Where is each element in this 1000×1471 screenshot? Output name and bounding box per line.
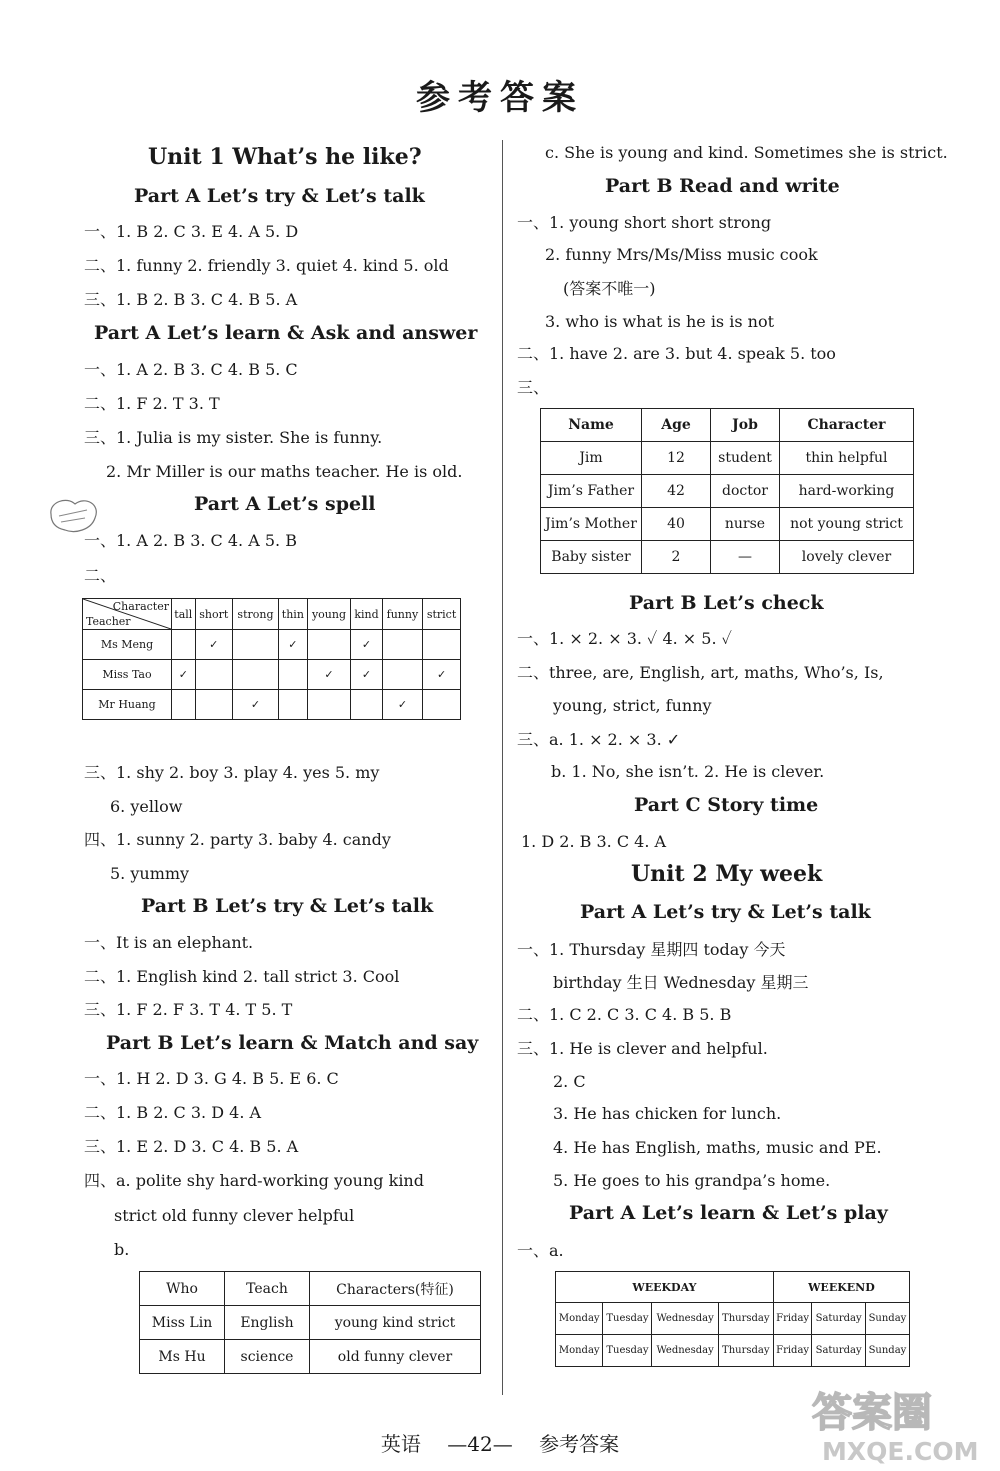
day-cell: Sunday <box>865 1303 909 1335</box>
teacher-name: Miss Tao <box>83 660 172 690</box>
answer-line: 三、1. He is clever and helpful. <box>517 1039 768 1058</box>
day-cell: Thursday <box>718 1303 773 1335</box>
col-header: tall <box>172 599 196 630</box>
table-cell: hard-working <box>780 475 914 508</box>
weekday-header: WEEKDAY <box>556 1272 774 1303</box>
table-cell: not young strict <box>780 508 914 541</box>
answer-line: 三、1. B 2. B 3. C 4. B 5. A <box>84 290 298 309</box>
answer-line: 三、1. E 2. D 3. C 4. B 5. A <box>84 1137 299 1156</box>
table-row <box>541 541 914 574</box>
stamp-icon <box>45 494 103 536</box>
unit2-title: Unit 2 My week <box>631 861 823 887</box>
table-cell: ✓ <box>382 690 422 720</box>
table-cell <box>382 660 422 690</box>
section-title: Part B Let’s check <box>629 592 824 614</box>
week-table <box>555 1271 910 1367</box>
table-row <box>140 1340 481 1374</box>
table-row <box>83 630 461 660</box>
footer-label: 参考答案 <box>539 1432 620 1456</box>
col-header: thin <box>279 599 308 630</box>
day-cell: Tuesday <box>603 1335 652 1367</box>
table-cell <box>232 630 278 660</box>
table-cell: ✓ <box>232 690 278 720</box>
unit1-title: Unit 1 What’s he like? <box>148 144 422 170</box>
table-cell: ✓ <box>423 660 461 690</box>
col-header: Name <box>541 409 642 442</box>
table-cell: thin helpful <box>780 442 914 475</box>
table-cell <box>195 690 232 720</box>
footer-subject: 英语 <box>380 1432 421 1456</box>
teacher-table <box>139 1271 481 1374</box>
answer-line: birthday 生日 Wednesday 星期三 <box>553 973 809 992</box>
section-title: Part B Let’s learn & Match and say <box>106 1032 479 1054</box>
col-header: strict <box>423 599 461 630</box>
answer-line: 6. yellow <box>110 797 183 816</box>
table-cell: Jim’s Father <box>541 475 642 508</box>
table-cell: old funny clever <box>310 1340 481 1374</box>
table-cell: Jim’s Mother <box>541 508 642 541</box>
answer-line: 三、1. shy 2. boy 3. play 4. yes 5. my <box>84 763 380 782</box>
weekend-header: WEEKEND <box>773 1272 909 1303</box>
answer-line: 一、1. × 2. × 3. ✓ 4. × 5. ✓ <box>517 629 732 648</box>
table-row <box>556 1303 910 1335</box>
table-cell <box>382 630 422 660</box>
table-cell <box>172 690 196 720</box>
answer-line: 四、a. polite shy hard-working young kind <box>84 1171 424 1190</box>
answer-line: 一、1. Thursday 星期四 today 今天 <box>517 940 786 959</box>
table-cell <box>279 660 308 690</box>
table-cell <box>195 660 232 690</box>
answer-line: 2. funny Mrs/Ms/Miss music cook <box>545 245 818 264</box>
answer-line: 四、1. sunny 2. party 3. baby 4. candy <box>84 830 391 849</box>
col-header: Characters(特征) <box>310 1272 481 1306</box>
section-title: Part A Let’s learn & Let’s play <box>569 1202 888 1224</box>
teacher-name: Ms Meng <box>83 630 172 660</box>
table-cell: student <box>711 442 780 475</box>
answer-line: 二、1. have 2. are 3. but 4. speak 5. too <box>517 344 836 363</box>
page-title: 参考答案 <box>416 78 584 118</box>
answer-line: 三、a. 1. × 2. × 3. ✓ <box>517 730 681 749</box>
table-cell: — <box>711 541 780 574</box>
answer-line: 一、a. <box>517 1241 564 1260</box>
answer-line: young, strict, funny <box>553 696 712 715</box>
answer-line: 1. D 2. B 3. C 4. A <box>521 832 667 851</box>
answer-line: 5. He goes to his grandpa’s home. <box>553 1171 831 1190</box>
table-row <box>140 1306 481 1340</box>
answer-line: 二、 <box>84 566 117 585</box>
answer-line: 5. yummy <box>110 864 190 883</box>
section-title: Part A Let’s try & Let’s talk <box>580 901 871 923</box>
section-title: Part B Read and write <box>605 175 840 197</box>
day-cell: Saturday <box>812 1303 866 1335</box>
watermark-logo <box>800 1378 995 1468</box>
section-title: Part A Let’s try & Let’s talk <box>134 185 425 207</box>
day-cell: Thursday <box>718 1335 773 1367</box>
table-cell: ✓ <box>351 630 382 660</box>
answer-line: 2. C <box>553 1072 586 1091</box>
col-header: Job <box>711 409 780 442</box>
table-cell: English <box>225 1306 310 1340</box>
table-row <box>541 442 914 475</box>
col-header: Teach <box>225 1272 310 1306</box>
page-number: —42— <box>447 1432 513 1456</box>
col-header: kind <box>351 599 382 630</box>
table-cell: 2 <box>642 541 711 574</box>
answer-line: 一、1. B 2. C 3. E 4. A 5. D <box>84 222 299 241</box>
table-cell: ✓ <box>279 630 308 660</box>
answer-line: (答案不唯一) <box>563 279 656 298</box>
day-cell: Saturday <box>812 1335 866 1367</box>
answer-line: 一、1. A 2. B 3. C 4. B 5. C <box>84 360 298 379</box>
day-cell: Monday <box>556 1303 603 1335</box>
header-teacher: Teacher <box>86 615 131 628</box>
table-cell: lovely clever <box>780 541 914 574</box>
table-cell: 12 <box>642 442 711 475</box>
day-cell: Monday <box>556 1335 603 1367</box>
table-cell: Baby sister <box>541 541 642 574</box>
section-title: Part C Story time <box>634 794 819 816</box>
answer-line: 二、1. C 2. C 3. C 4. B 5. B <box>517 1005 732 1024</box>
table-row <box>83 690 461 720</box>
day-cell: Friday <box>773 1335 812 1367</box>
table-cell: Ms Hu <box>140 1340 225 1374</box>
table-cell <box>172 630 196 660</box>
diagonal-header <box>83 599 172 630</box>
table-cell: Miss Lin <box>140 1306 225 1340</box>
col-header: strong <box>232 599 278 630</box>
answer-line: 一、It is an elephant. <box>84 933 254 952</box>
teacher-name: Mr Huang <box>83 690 172 720</box>
table-cell <box>279 690 308 720</box>
table-cell: Jim <box>541 442 642 475</box>
section-title: Part A Let’s learn & Ask and answer <box>94 322 478 344</box>
answer-line: 二、1. B 2. C 3. D 4. A <box>84 1103 262 1122</box>
table-cell: 42 <box>642 475 711 508</box>
answer-line: 一、1. H 2. D 3. G 4. B 5. E 6. C <box>84 1069 339 1088</box>
col-header: Age <box>642 409 711 442</box>
table-cell: ✓ <box>195 630 232 660</box>
day-cell: Wednesday <box>652 1303 718 1335</box>
col-header: short <box>195 599 232 630</box>
col-header: Character <box>780 409 914 442</box>
answer-line: 三、 <box>517 378 550 397</box>
table-cell <box>351 690 382 720</box>
table-row <box>541 475 914 508</box>
day-cell: Tuesday <box>603 1303 652 1335</box>
table-cell: 40 <box>642 508 711 541</box>
character-table <box>82 598 461 720</box>
family-table <box>540 408 914 574</box>
answer-line: b. <box>114 1240 130 1259</box>
answer-line: 3. who is what is he is is not <box>545 312 775 331</box>
answer-line: 2. Mr Miller is our maths teacher. He is old. <box>106 462 463 481</box>
day-cell: Sunday <box>865 1335 909 1367</box>
answer-line: 一、1. A 2. B 3. C 4. A 5. B <box>84 531 297 550</box>
answer-line: 二、1. F 2. T 3. T <box>84 394 220 413</box>
answer-line: 二、1. funny 2. friendly 3. quiet 4. kind 5. old <box>84 256 449 275</box>
day-cell: Wednesday <box>652 1335 718 1367</box>
table-cell <box>307 630 351 660</box>
table-cell: ✓ <box>307 660 351 690</box>
watermark-top-text: 答案圈 <box>812 1390 932 1436</box>
table-cell: young kind strict <box>310 1306 481 1340</box>
answer-line: 3. He has chicken for lunch. <box>553 1104 782 1123</box>
table-cell <box>232 660 278 690</box>
table-row <box>556 1335 910 1367</box>
table-cell <box>423 690 461 720</box>
table-cell <box>423 630 461 660</box>
table-cell: ✓ <box>172 660 196 690</box>
header-character: Character <box>112 600 169 613</box>
table-row <box>541 508 914 541</box>
answer-line: 三、1. Julia is my sister. She is funny. <box>84 428 383 447</box>
col-header: young <box>307 599 351 630</box>
answer-line: 一、1. young short short strong <box>517 213 772 232</box>
table-cell: science <box>225 1340 310 1374</box>
answer-line: b. 1. No, she isn’t. 2. He is clever. <box>551 762 825 781</box>
day-cell: Friday <box>773 1303 812 1335</box>
answer-line: strict old funny clever helpful <box>114 1206 355 1225</box>
section-title: Part B Let’s try & Let’s talk <box>141 895 434 917</box>
answer-line: c. She is young and kind. Sometimes she is strict. <box>545 143 948 162</box>
col-header: Who <box>140 1272 225 1306</box>
answer-line: 三、1. F 2. F 3. T 4. T 5. T <box>84 1000 293 1019</box>
answer-line: 二、1. English kind 2. tall strict 3. Cool <box>84 967 400 986</box>
answer-line: 4. He has English, maths, music and PE. <box>553 1138 882 1157</box>
answer-line: 二、three, are, English, art, maths, Who’s, Is, <box>517 663 884 682</box>
table-cell: doctor <box>711 475 780 508</box>
col-header: funny <box>382 599 422 630</box>
column-divider <box>502 140 503 1395</box>
section-title: Part A Let’s spell <box>194 493 376 515</box>
table-cell: ✓ <box>351 660 382 690</box>
table-row <box>83 660 461 690</box>
table-cell: nurse <box>711 508 780 541</box>
watermark-bottom-text: MXQE.COM <box>822 1437 979 1466</box>
table-cell <box>307 690 351 720</box>
